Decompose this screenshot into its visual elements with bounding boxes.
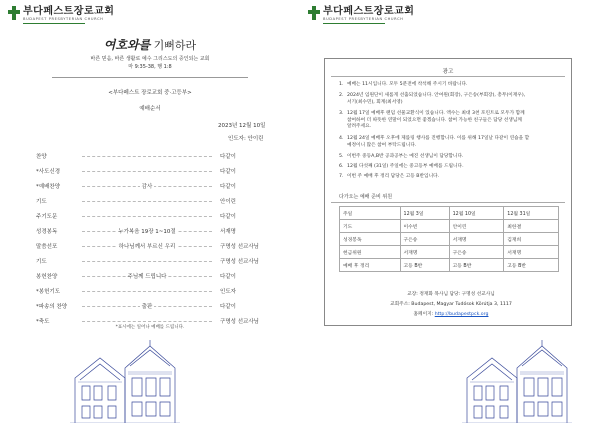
standing-footnote: *표시에는 일어나 예배를 드립니다.: [115, 325, 185, 330]
order-row: 기도 안이린: [36, 199, 236, 205]
order-row: *예배찬양 감사 다같이: [36, 184, 236, 190]
notice-divider: [331, 76, 565, 77]
order-row: *봉헌기도 인도자: [36, 289, 236, 295]
logo-underline: [323, 23, 385, 24]
bulletin-right-page: [300, 0, 600, 426]
order-heading: 예배순서: [139, 106, 161, 112]
church-logo: [308, 6, 414, 24]
divider: [52, 77, 248, 78]
church-building-illustration: [70, 338, 180, 423]
logo-subtitle: BUDAPEST PRESBYTERIAN CHURCH: [23, 17, 104, 21]
duty-divider: [331, 202, 565, 203]
church-building-illustration: [462, 338, 572, 423]
pastor-info: 교장: 정재화 목사님 담당: 구명성 선교사님: [407, 292, 495, 297]
order-row: 말씀선포 하나님께서 부르신 우리 구명성 선교사님: [36, 244, 259, 250]
announcement-box: 광고 1. 예배는 11시입니다. 모두 5분전에 착석해 주시기 바랍니다. 2. 2024년 임원단이 새롭게 선출되었습니다. 안여원(회장), 구은송(부회장), 총무(이재우), 서기(최수민), 회계(최서영) 3. 12월 17일 예배후 랜덤 선물교환식이 있습니다. 액수는 최대 3천 포린트로 모두가 함께 참여하여 더 따뜻한 연말이 되었으면 좋겠습니다. 참여 가능한 친구들은 담당 선생님께 알려주세요. 4. 12월 24일 예배후 오후에 제를링 행사를 진행합니다. 이를 위해 17일날 다같이 연습을 할 예정이니 많은 참여 부탁드립니다. 5. 이번주 중등A,B반 공과공부는 예진 선생님이 담당합니다. 6. 12월 다섯째 (31일) 주일에는 중고등부 예배를 드립니다. 7. 이번 주 예배 후 정리 담당은 고등 B반입니다. 다가오는 예배 준비 위원 주일 12월 3일 12월 10일 12월 31일 기도 이수빈 안이린 최한결 성경봉독 구은송 서재명 김재희 헌금위원 서재명 구은송 서재명 예배 후 정리 고등 B반 고등 B반 고등 B반 교장: 정재화 목사님 담당: 구명성 선교사님 교회주소: Budapest, Magyar Tudósok Körútja 3, 1117 홈페이지: http://budapestpck.org: [324, 58, 572, 326]
order-row: 주기도문 다같이: [36, 214, 236, 220]
title-rest: 기뻐하라: [150, 39, 197, 52]
scripture-reference: 마 9:35-38, 행 1:8: [128, 64, 172, 70]
notice-title: 광고: [442, 69, 454, 75]
order-row: 찬양 다같이: [36, 154, 236, 160]
logo-subtitle: BUDAPEST PRESBYTERIAN CHURCH: [323, 17, 404, 21]
service-leader: 인도자: 안이린: [228, 136, 264, 142]
cross-icon: [308, 6, 320, 20]
church-address: 교회주소: Budapest, Magyar Tudósok Körútja 3, 1117: [390, 302, 512, 307]
table-row: 예배 후 정리 고등 B반 고등 B반 고등 B반: [340, 259, 559, 272]
table-row: 헌금위원 서재명 구은송 서재명: [340, 246, 559, 259]
title-emphasis: 여호와를: [103, 38, 151, 52]
order-row: *파송의 찬양 출판 다같이: [36, 304, 236, 310]
order-row: 봉헌찬양 주님께 드립니다 다같이: [36, 274, 236, 280]
homepage-link[interactable]: http://budapestpck.org: [434, 312, 489, 317]
order-row: *축도 구명성 선교사님: [36, 319, 259, 325]
service-date: 2023년 12월 10일: [218, 123, 266, 129]
order-row: *사도신경 다같이: [36, 169, 236, 175]
table-row: 주일 12월 3일 12월 10일 12월 31일: [340, 207, 559, 220]
table-row: 기도 이수빈 안이린 최한결: [340, 220, 559, 233]
department-name: <부다페스트 장로교회 중·고등부>: [108, 90, 192, 96]
page-title: [0, 36, 300, 53]
duty-heading: 다가오는 예배 준비 위원: [339, 194, 393, 200]
homepage-line: 홈페이지: http://budapestpck.org: [413, 312, 489, 317]
logo-title: 부다페스트장로교회: [23, 6, 115, 17]
table-row: 성경봉독 구은송 서재명 김재희: [340, 233, 559, 246]
order-row: 성경봉독 누가복음 19장 1~10절 서재명: [36, 229, 236, 235]
logo-underline: [23, 23, 85, 24]
logo-title: 부다페스트장로교회: [323, 6, 415, 17]
church-logo: [8, 6, 114, 24]
duty-table: [339, 206, 559, 272]
church-motto: 바른 믿음, 바른 생활로 예수 그리스도의 증인되는 교회: [90, 56, 210, 62]
order-row: 기도 구명성 선교사님: [36, 259, 259, 265]
cross-icon: [8, 6, 20, 20]
